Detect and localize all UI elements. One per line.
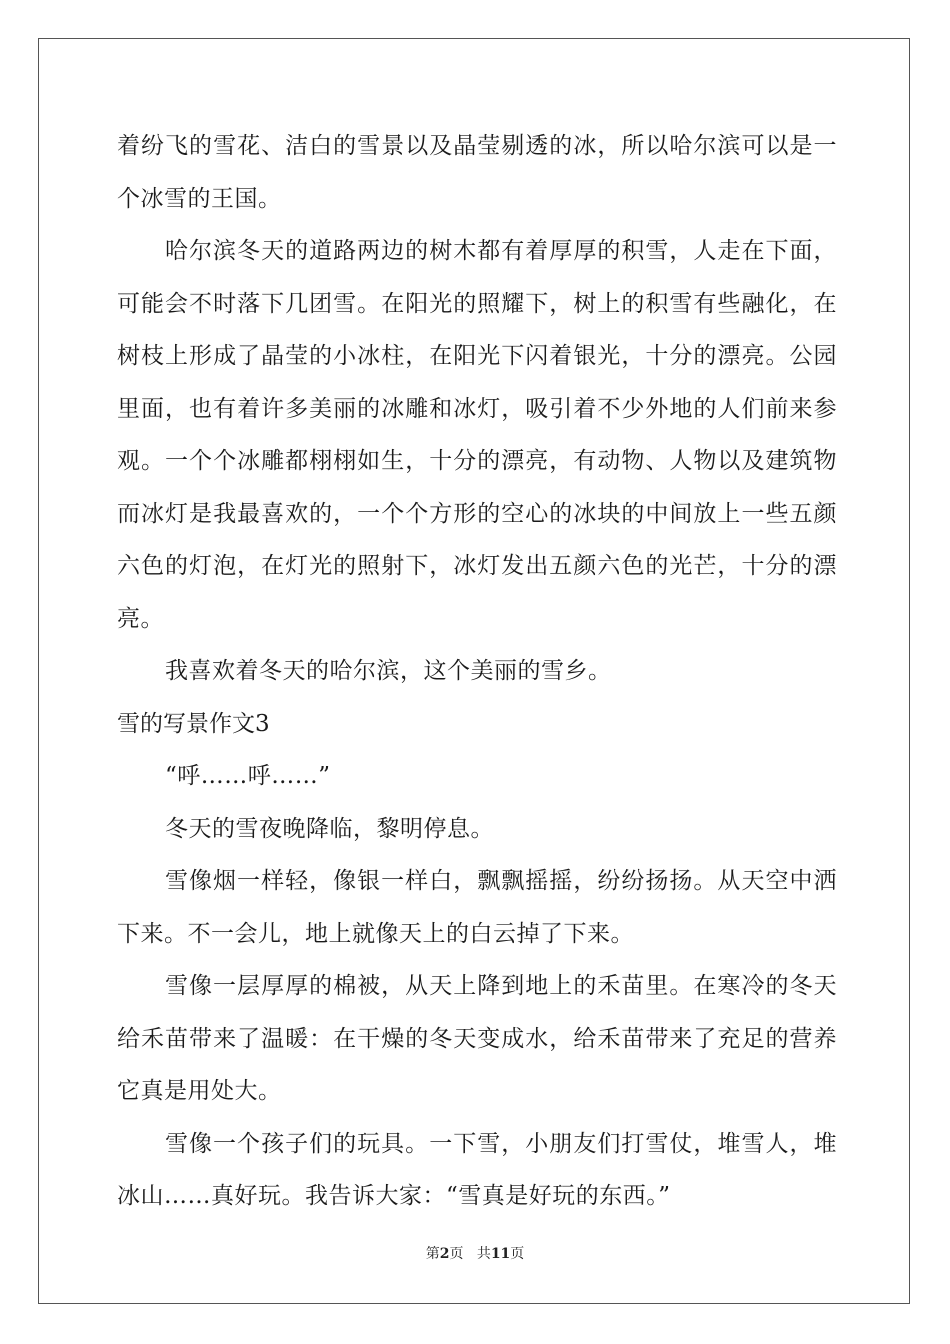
text-line: 六色的灯泡，在灯光的照射下，冰灯发出五颜六色的光芒，十分的漂 xyxy=(117,553,837,579)
paragraph-start: 雪像烟一样轻，像银一样白，飘飘摇摇，纷纷扬扬。从天空中洒 xyxy=(165,868,837,894)
text-line: 冰山……真好玩。我告诉大家：“雪真是好玩的东西。” xyxy=(117,1183,671,1209)
text-line: 给禾苗带来了温暖：在干燥的冬天变成水，给禾苗带来了充足的营养 xyxy=(117,1025,837,1052)
text-line: 个冰雪的王国。 xyxy=(117,185,282,212)
page-number: 2 xyxy=(439,1246,450,1262)
paragraph-start: 我喜欢着冬天的哈尔滨，这个美丽的雪乡。 xyxy=(165,658,612,684)
paragraph-start: 雪像一个孩子们的玩具。一下雪，小朋友们打雪仗，堆雪人，堆 xyxy=(165,1130,837,1157)
text-line: 着纷飞的雪花、洁白的雪景以及晶莹剔透的冰，所以哈尔滨可以是一 xyxy=(117,133,837,159)
text-line: 它真是用处大。 xyxy=(117,1078,282,1104)
text-line: 亮。 xyxy=(117,605,164,632)
footer-page-suffix: 页 xyxy=(449,1246,464,1262)
document-body xyxy=(117,126,837,1229)
footer-total-suffix: 页 xyxy=(510,1246,525,1262)
section-heading: 雪的写景作文3 xyxy=(117,710,270,737)
paragraph-start: 哈尔滨冬天的道路两边的树木都有着厚厚的积雪，人走在下面， xyxy=(165,238,837,264)
text-line: 观。一个个冰雕都栩栩如生，十分的漂亮，有动物、人物以及建筑物 xyxy=(117,448,837,474)
text-line: 可能会不时落下几团雪。在阳光的照耀下，树上的积雪有些融化，在 xyxy=(117,290,837,317)
footer-total-prefix: 共 xyxy=(476,1246,491,1262)
text-line: 而冰灯是我最喜欢的，一个个方形的空心的冰块的中间放上一些五颜 xyxy=(117,500,837,527)
paragraph-start: 雪像一层厚厚的棉被，从天上降到地上的禾苗里。在寒冷的冬天 xyxy=(165,973,837,999)
text-line: 树枝上形成了晶莹的小冰柱，在阳光下闪着银光，十分的漂亮。公园 xyxy=(117,343,837,369)
paragraph-start: 冬天的雪夜晚降临，黎明停息。 xyxy=(165,815,494,842)
text-line: 里面，也有着许多美丽的冰雕和冰灯，吸引着不少外地的人们前来参 xyxy=(117,395,837,422)
total-pages: 11 xyxy=(490,1246,511,1262)
footer-prefix: 第 xyxy=(425,1246,440,1262)
page-footer xyxy=(0,1244,950,1264)
paragraph-start: “呼……呼……” xyxy=(165,763,331,789)
text-line: 下来。不一会儿，地上就像天上的白云掉了下来。 xyxy=(117,920,634,947)
